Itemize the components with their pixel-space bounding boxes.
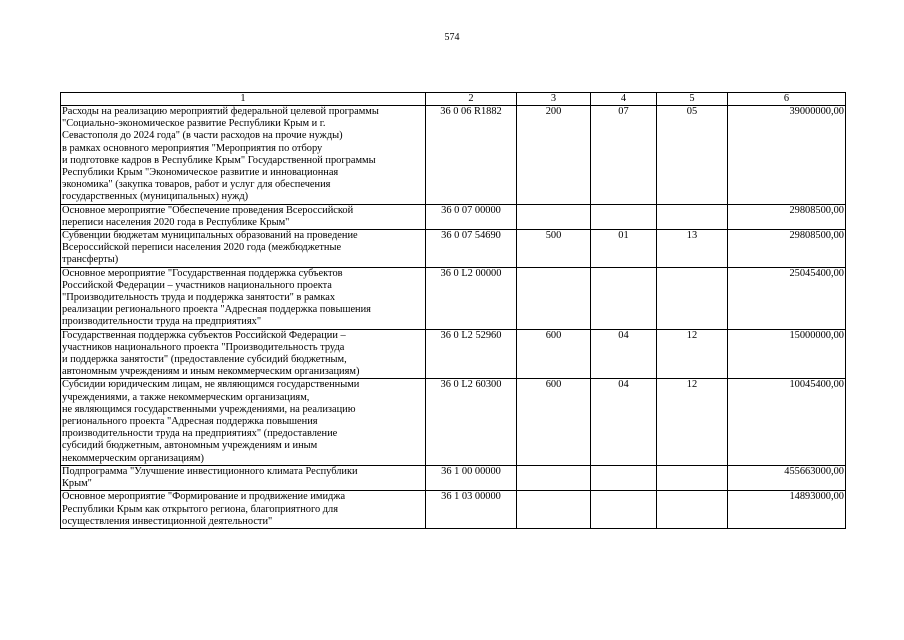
- row-type: [517, 491, 591, 529]
- row-subsection: [657, 491, 728, 529]
- row-section: [591, 204, 657, 229]
- table-row: [61, 465, 846, 490]
- row-type: [517, 465, 591, 490]
- column-header-1: 1: [61, 93, 426, 106]
- table-header-row: [61, 93, 846, 106]
- table-row: [61, 491, 846, 529]
- column-header-5: 5: [657, 93, 728, 106]
- row-code: 36 0 07 00000: [426, 204, 517, 229]
- row-type: [517, 204, 591, 229]
- row-code: 36 0 L2 00000: [426, 267, 517, 329]
- row-subsection: [657, 267, 728, 329]
- row-name: Основное мероприятие "Формирование и продвижение имиджа Республики Крым как открытого региона, благоприятного для осуществления инвестиционной деятельности": [61, 491, 426, 529]
- row-section: [591, 491, 657, 529]
- row-amount: 455663000,00: [728, 465, 846, 490]
- row-code: 36 0 L2 52960: [426, 329, 517, 379]
- row-name: Расходы на реализацию мероприятий федеральной целевой программы "Социально-экономическое развитие Республики Крым и г. Севастополя до 2024 года" (в части расходов на прочие нужды) в рамках основного мероприятия "Мероприятия по отбору и подготовке кадров в Республике Крым" Государственной программы Республики Крым "Экономическое развитие и инновационная экономика" (закупка товаров, работ и услуг для обеспечения государственных (муниципальных) нужд): [61, 106, 426, 205]
- row-type: 600: [517, 379, 591, 465]
- row-type: 600: [517, 329, 591, 379]
- column-header-6: 6: [728, 93, 846, 106]
- row-subsection: [657, 204, 728, 229]
- row-subsection: 12: [657, 329, 728, 379]
- row-type: 500: [517, 230, 591, 268]
- table-row: [61, 230, 846, 268]
- row-name: Субвенции бюджетам муниципальных образований на проведение Всероссийской переписи населения 2020 года (межбюджетные трансферты): [61, 230, 426, 268]
- row-name: Подпрограмма "Улучшение инвестиционного климата Республики Крым": [61, 465, 426, 490]
- table-row: [61, 379, 846, 465]
- row-amount: 29808500,00: [728, 204, 846, 229]
- table-row: [61, 106, 846, 205]
- row-amount: 29808500,00: [728, 230, 846, 268]
- row-name: Государственная поддержка субъектов Российской Федерации – участников национального проекта "Производительность труда и поддержка занятости" (предоставление субсидий бюджетным, автономным учреждениям и иным некоммерческим организациям): [61, 329, 426, 379]
- row-amount: 10045400,00: [728, 379, 846, 465]
- row-code: 36 1 03 00000: [426, 491, 517, 529]
- row-type: [517, 267, 591, 329]
- table-row: [61, 329, 846, 379]
- row-name: Субсидии юридическим лицам, не являющимся государственными учреждениями, а также некоммерческим организациям, не являющимся государственными учреждениями, на реализацию регионального проекта "Адресная поддержка повышения производительности труда на предприятиях" (предоставление субсидий бюджетным, автономным учреждениям и иным некоммерческим организациям): [61, 379, 426, 465]
- row-subsection: 12: [657, 379, 728, 465]
- row-amount: 14893000,00: [728, 491, 846, 529]
- row-section: 04: [591, 379, 657, 465]
- row-subsection: 13: [657, 230, 728, 268]
- row-name: Основное мероприятие "Обеспечение проведения Всероссийской переписи населения 2020 года в Республике Крым": [61, 204, 426, 229]
- column-header-2: 2: [426, 93, 517, 106]
- row-code: 36 1 00 00000: [426, 465, 517, 490]
- budget-table: [60, 92, 846, 529]
- column-header-3: 3: [517, 93, 591, 106]
- row-code: 36 0 L2 60300: [426, 379, 517, 465]
- row-section: 01: [591, 230, 657, 268]
- row-section: [591, 267, 657, 329]
- row-name: Основное мероприятие "Государственная поддержка субъектов Российской Федерации – участников национального проекта "Производительность труда и поддержка занятости" в рамках реализации регионального проекта "Адресная поддержка повышения производительности труда на предприятиях": [61, 267, 426, 329]
- column-header-4: 4: [591, 93, 657, 106]
- row-amount: 25045400,00: [728, 267, 846, 329]
- row-section: 04: [591, 329, 657, 379]
- row-type: 200: [517, 106, 591, 205]
- row-code: 36 0 07 54690: [426, 230, 517, 268]
- page-number: 574: [444, 32, 460, 43]
- row-amount: 39000000,00: [728, 106, 846, 205]
- row-code: 36 0 06 R1882: [426, 106, 517, 205]
- row-section: [591, 465, 657, 490]
- table-row: [61, 267, 846, 329]
- row-subsection: 05: [657, 106, 728, 205]
- row-subsection: [657, 465, 728, 490]
- row-section: 07: [591, 106, 657, 205]
- row-amount: 15000000,00: [728, 329, 846, 379]
- table-row: [61, 204, 846, 229]
